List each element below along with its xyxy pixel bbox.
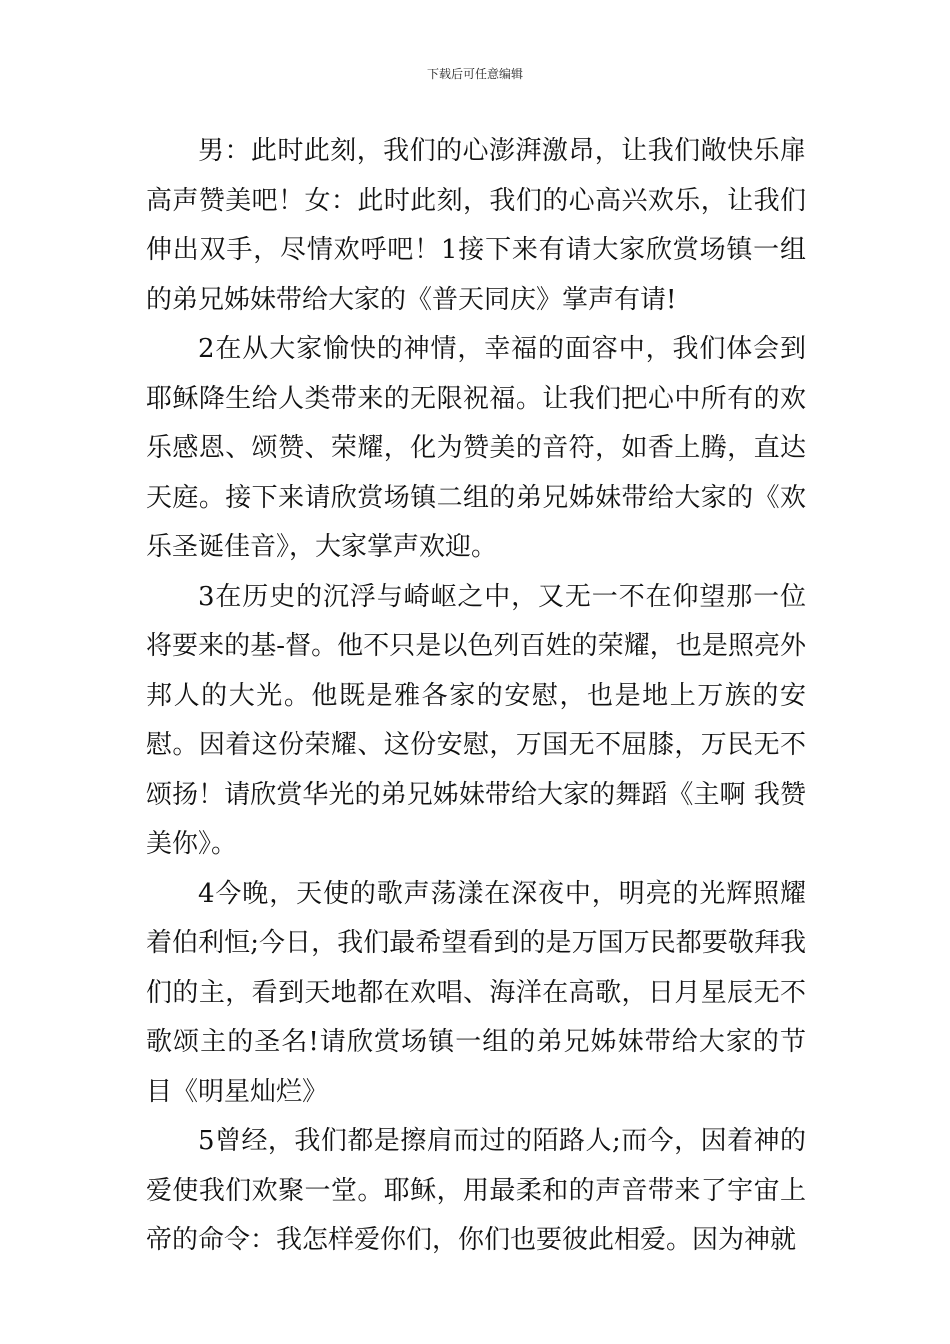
paragraph-4: 4今晚，天使的歌声荡漾在深夜中，明亮的光辉照耀着伯利恒;今日，我们最希望看到的是万国万民都要敬拜我们的主，看到天地都在欢唱、海洋在高歌，日月星辰无不歌颂主的圣名!请欣赏场镇一组的弟兄姊妹带给大家的节目《明星灿烂》 — [146, 878, 806, 1107]
paragraph-1: 男：此时此刻，我们的心澎湃激昂，让我们敞快乐扉高声赞美吧！女：此时此刻，我们的心高兴欢乐，让我们伸出双手，尽情欢呼吧！1接下来有请大家欣赏场镇一组的弟兄姊妹带给大家的《普天同庆》掌声有请! — [146, 136, 806, 315]
page-header: 下载后可任意编辑 — [426, 67, 523, 81]
paragraph-3: 3在历史的沉浮与崎岖之中，又无一不在仰望那一位将要来的基-督。他不只是以色列百姓的荣耀，也是照亮外邦人的大光。他既是雅各家的安慰，也是地上万族的安慰。因着这份荣耀、这份安慰，万国无不屈膝，万民无不颂扬！请欣赏华光的弟兄姊妹带给大家的舞蹈《主啊 我赞美你》。 — [146, 581, 806, 859]
document-body — [146, 127, 806, 1266]
paragraph-5: 5曾经，我们都是擦肩而过的陌路人;而今，因着神的爱使我们欢聚一堂。耶稣，用最柔和的声音带来了宇宙上帝的命令：我怎样爱你们，你们也要彼此相爱。因为神就 — [146, 1126, 806, 1255]
paragraph-2: 2在从大家愉快的神情，幸福的面容中，我们体会到耶稣降生给人类带来的无限祝福。让我们把心中所有的欢乐感恩、颂赞、荣耀，化为赞美的音符，如香上腾，直达天庭。接下来请欣赏场镇二组的弟兄姊妹带给大家的《欢乐圣诞佳音》，大家掌声欢迎。 — [146, 334, 806, 562]
